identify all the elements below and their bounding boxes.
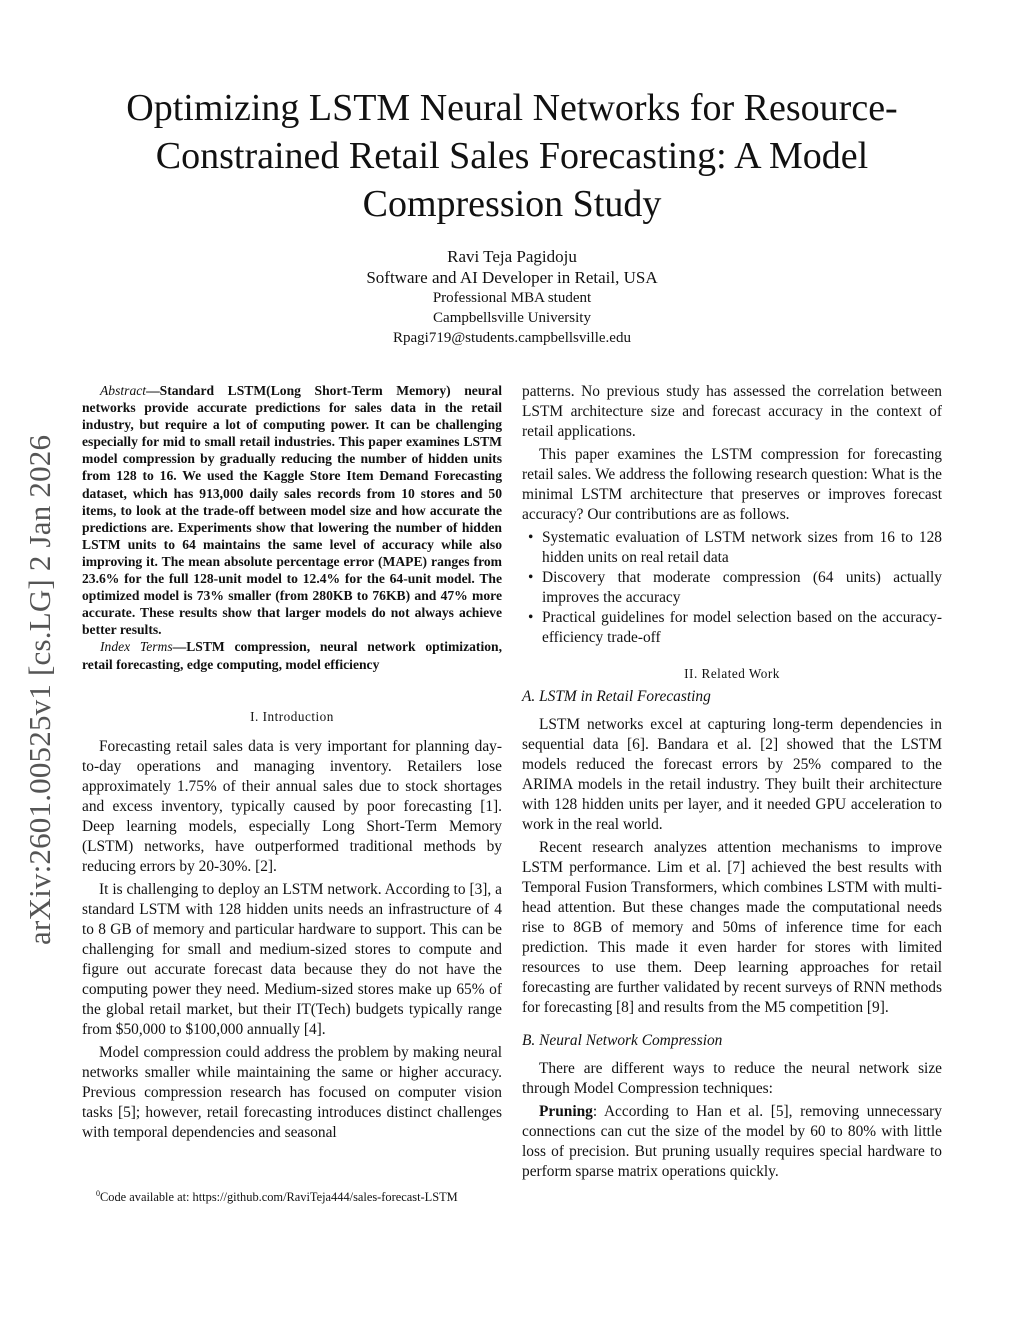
- author-university: Campbellsville University: [433, 310, 591, 326]
- compression-paragraph-1: There are different ways to reduce the neural network size through Model Compression techniques:: [522, 1060, 942, 1097]
- author-program: Professional MBA student: [432, 290, 592, 306]
- contributions-list: [522, 528, 942, 648]
- subsection-heading-compression: B. Neural Network Compression: [522, 1032, 723, 1049]
- subsection-heading-lstm-retail: A. LSTM in Retail Forecasting: [522, 688, 711, 705]
- author-name: Ravi Teja Pagidoju: [447, 247, 577, 266]
- section-heading-related-work: II. Related Work: [684, 666, 780, 681]
- footnote-mark: 0: [96, 1189, 100, 1198]
- index-terms-text: LSTM compression, neural network optimization, retail forecasting, edge computing, model efficiency: [82, 639, 502, 672]
- abstract: [82, 382, 502, 638]
- abstract-text: Standard LSTM(Long Short-Term Memory) neural networks provide accurate predictions for sales data in the retail industry, but require a lot of computing power. It can be challenging especially for mid to small retail industries. This paper examines LSTM model compression by gradually reducing the number of hidden units from 128 to 16. We used the Kaggle Store Item Demand Forecasting dataset, which has 913,000 daily sales records from 10 stores and 50 items, to look at the trade-off between model size and how accurate the predictions are. Experiments show that lowering the number of hidden LSTM units to 64 maintains the same level of accuracy while also improving it. The mean absolute percentage error (MAPE) ranges from 23.6% for the full 128-unit model to 12.4% for the 64-unit model. The optimized model is 73% smaller (from 280KB to 76KB) and 47% more accurate. These results show that larger models do not always achieve better results.: [82, 383, 502, 638]
- pruning-label: Pruning: [539, 1103, 593, 1120]
- arxiv-stamp: arXiv:2601.00525v1 [cs.LG] 2 Jan 2026: [22, 434, 57, 945]
- intro-paragraph-2: It is challenging to deploy an LSTM network. According to [3], a standard LSTM with 128 hidden units needs an infrastructure of 4 to 8 GB of memory and particular hardware to support. This can be challenging for small and medium-sized stores to compute and figure out accurate forecast data because they do not have the computing power they need. Medium-sized stores make up 65% of the global retail market, but their IT(Tech) budgets typically range from $50,000 to $100,000 annually [4].: [82, 880, 502, 1038]
- author-email: Rpagi719@students.campbellsville.edu: [393, 330, 631, 346]
- intro-paragraph-3-continued: patterns. No previous study has assessed the correlation between LSTM architecture size and forecast accuracy in the context of retail applications.: [522, 383, 942, 440]
- index-terms: [82, 638, 502, 672]
- paper-title: Optimizing LSTM Neural Networks for Resource-Constrained Retail Sales Forecasting: A Model Compression Study: [126, 87, 898, 225]
- abstract-label: Abstract: [100, 383, 147, 398]
- list-item: • Practical guidelines for model selection based on the accuracy-efficiency trade-off: [522, 608, 942, 648]
- related-paragraph-1: LSTM networks excel at capturing long-term dependencies in sequential data [6]. Bandara et al. [2] showed that the LSTM models reduced the forecast errors by 25% compared to the ARIMA models in the retail industry. They built their architecture with 128 hidden units per layer, and it needed GPU acceleration to work in the real world.: [522, 716, 942, 833]
- intro-paragraph-3: Model compression could address the problem by making neural networks smaller while maintaining the same or higher accuracy. Previous compression research has focused on computer vision tasks [5]; however, retail forecasting introduces distinct challenges with temporal dependencies and seasonal: [82, 1043, 502, 1141]
- section-heading-introduction: I. Introduction: [250, 708, 334, 724]
- author-block: [200, 246, 824, 348]
- list-item: • Systematic evaluation of LSTM network sizes from 16 to 128 hidden units on real retail data: [522, 528, 942, 568]
- author-role: Software and AI Developer in Retail, USA: [366, 268, 658, 287]
- pruning-text: : According to Han et al. [5], removing unnecessary connections can cut the size of the model by 60 to 80% with little loss of precision. But pruning usually requires special hardware to perform sparse matrix operations quickly.: [522, 1103, 942, 1180]
- left-column: [82, 382, 502, 1146]
- index-terms-dash: —: [172, 639, 187, 655]
- compression-paragraph-2: [522, 1102, 942, 1182]
- intro-paragraph-4: This paper examines the LSTM compression for forecasting retail sales. We address the following research question: What is the minimal LSTM architecture that preserves or improves forecast accuracy? Our contributions are as follows.: [522, 446, 942, 523]
- footnote: [96, 1186, 516, 1205]
- right-column: [522, 382, 942, 1185]
- list-item: • Discovery that moderate compression (64 units) actually improves the accuracy: [522, 568, 942, 608]
- abstract-dash: —: [146, 383, 160, 398]
- index-terms-label: Index Terms: [100, 639, 173, 655]
- intro-paragraph-1: Forecasting retail sales data is very important for planning day-to-day operations and managing inventory. Retailers lose approximately 1.75% of their annual sales due to stock shortages and excess inventory, typically caused by poor forecasting [1]. Deep learning models, especially Long Short-Term Memory (LSTM) networks, have outperformed traditional methods by reducing errors by 20-30%. [2].: [82, 737, 502, 875]
- footnote-text: Code available at: https://github.com/RaviTeja444/sales-forecast-LSTM: [100, 1190, 458, 1205]
- related-paragraph-2: Recent research analyzes attention mechanisms to improve LSTM performance. Lim et al. [7] achieved the best results with Temporal Fusion Transformers, which combines LSTM with multi-head attention. But these changes made the computational needs rise to 8GB of memory and 50ms of inference time for each prediction. This made it even harder for stores with limited resources to use them. Deep learning approaches for retail forecasting are further validated by recent surveys of RNN methods for forecasting [8] and results from the M5 competition [9].: [522, 839, 942, 1016]
